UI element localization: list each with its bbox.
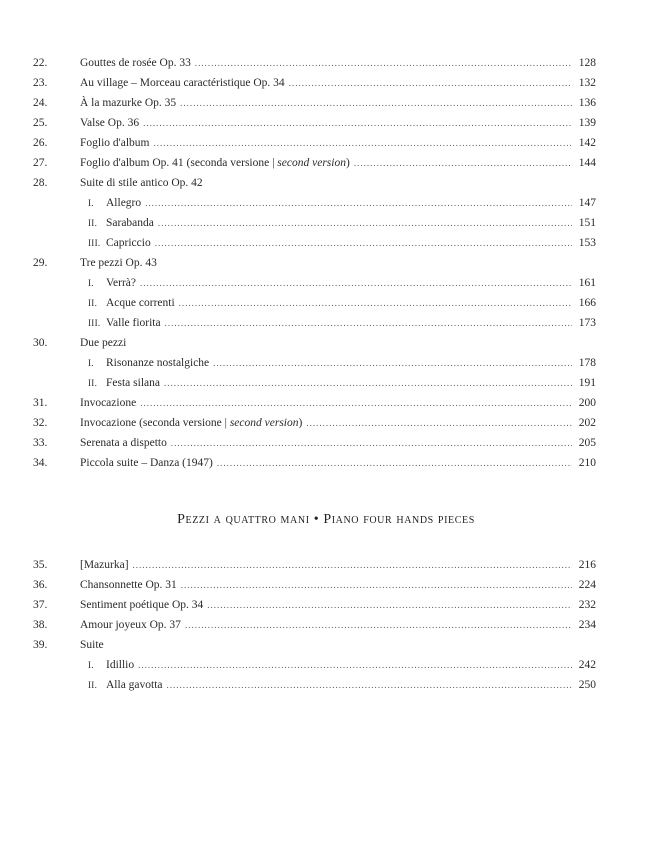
entry-title-text: Sarabanda <box>106 217 154 229</box>
toc-entry[interactable] <box>33 555 596 575</box>
entry-title-text: Festa silana <box>106 377 160 389</box>
entry-title-end: ) <box>298 417 303 429</box>
entry-title-text: Alla gavotta <box>106 679 163 691</box>
toc-entry[interactable] <box>33 373 596 393</box>
toc-entry[interactable] <box>33 173 596 193</box>
entry-title-text: Chansonnette Op. 31 <box>80 579 177 591</box>
page-number: 166 <box>578 297 596 309</box>
entry-number: 39. <box>33 639 48 651</box>
page-number: 205 <box>578 437 596 449</box>
movement-numeral: II. <box>88 298 98 308</box>
dot-leader <box>155 233 572 253</box>
dot-leader <box>289 73 572 93</box>
entry-number: 29. <box>33 257 48 269</box>
toc-entry[interactable] <box>33 433 596 453</box>
movement-numeral: II. <box>88 378 98 388</box>
entry-title-text: Valse Op. 36 <box>80 117 140 129</box>
entry-title <box>106 213 154 233</box>
entry-title-italic: second version <box>229 417 299 429</box>
page-number: 144 <box>578 157 596 169</box>
toc-entry[interactable] <box>33 253 596 273</box>
page-number: 191 <box>578 377 596 389</box>
dot-leader <box>185 615 572 635</box>
entry-number: 25. <box>33 117 48 129</box>
entry-title <box>80 93 176 113</box>
entry-number: 35. <box>33 559 48 571</box>
movement-numeral: I. <box>88 278 94 288</box>
entry-title <box>80 413 302 433</box>
toc-entry[interactable] <box>33 53 596 73</box>
page-number: 128 <box>578 57 596 69</box>
toc-entry[interactable] <box>33 635 596 655</box>
entry-title <box>80 635 104 655</box>
entry-title <box>106 675 163 695</box>
toc-entry[interactable] <box>33 453 596 473</box>
dot-leader <box>181 575 572 595</box>
page-number: 178 <box>578 357 596 369</box>
entry-title-end: ) <box>345 157 350 169</box>
dot-leader <box>165 313 572 333</box>
toc-entry[interactable] <box>33 575 596 595</box>
entry-title <box>106 233 151 253</box>
dot-leader <box>138 655 572 675</box>
entry-title <box>80 333 126 353</box>
entry-number: 37. <box>33 599 48 611</box>
entry-title-text: Foglio d'album <box>80 137 150 149</box>
entry-number: 38. <box>33 619 48 631</box>
entry-number: 27. <box>33 157 48 169</box>
entry-number: 36. <box>33 579 48 591</box>
entry-number: 23. <box>33 77 48 89</box>
entry-title <box>80 453 213 473</box>
dot-leader <box>133 555 572 575</box>
entry-title-text: Idillio <box>106 659 135 671</box>
entry-number: 24. <box>33 97 48 109</box>
dot-leader <box>207 595 572 615</box>
toc-entry[interactable] <box>33 193 596 213</box>
page-number: 250 <box>578 679 596 691</box>
dot-leader <box>153 133 572 153</box>
dot-leader <box>213 353 572 373</box>
movement-numeral: III. <box>88 318 101 328</box>
page-number: 147 <box>578 197 596 209</box>
entry-title-text: Valle fiorita <box>106 317 161 329</box>
entry-title-text: Amour joyeux Op. 37 <box>80 619 181 631</box>
entry-title <box>106 353 209 373</box>
entry-title <box>80 73 285 93</box>
page-number: 242 <box>578 659 596 671</box>
entry-title-text: Piccola suite – Danza (1947) <box>80 457 213 469</box>
toc-entry[interactable] <box>33 133 596 153</box>
entry-number: 32. <box>33 417 48 429</box>
page-number: 132 <box>578 77 596 89</box>
entry-title <box>106 193 141 213</box>
entry-title <box>80 615 181 635</box>
toc-list-solo <box>33 53 596 473</box>
movement-numeral: I. <box>88 358 94 368</box>
entry-title-text: Capriccio <box>106 237 151 249</box>
entry-title <box>80 575 177 595</box>
entry-number: 26. <box>33 137 48 149</box>
toc-entry[interactable] <box>33 655 596 675</box>
movement-numeral: I. <box>88 198 94 208</box>
entry-title-text: À la mazurke Op. 35 <box>80 97 177 109</box>
dot-leader <box>171 433 572 453</box>
toc-entry[interactable] <box>33 293 596 313</box>
entry-title <box>106 293 175 313</box>
entry-title-text: Invocazione <box>80 397 137 409</box>
toc-entry[interactable] <box>33 213 596 233</box>
entry-title <box>80 253 157 273</box>
toc-entry[interactable] <box>33 615 596 635</box>
toc-list-four-hands <box>33 555 596 695</box>
entry-title-text: Gouttes de rosée Op. 33 <box>80 57 191 69</box>
toc-entry[interactable] <box>33 595 596 615</box>
entry-title-text: Risonanze nostalgiche <box>106 357 210 369</box>
entry-title <box>80 595 203 615</box>
dot-leader <box>145 193 572 213</box>
toc-entry[interactable] <box>33 73 596 93</box>
dot-leader <box>164 373 572 393</box>
entry-title-text: Due pezzi <box>80 337 127 349</box>
entry-number: 28. <box>33 177 48 189</box>
dot-leader <box>179 293 572 313</box>
dot-leader <box>217 453 572 473</box>
entry-title <box>80 393 136 413</box>
page-number: 153 <box>578 237 596 249</box>
toc-entry[interactable] <box>33 675 596 695</box>
toc-entry[interactable] <box>33 113 596 133</box>
toc-entry[interactable] <box>33 233 596 253</box>
page-number: 136 <box>578 97 596 109</box>
movement-numeral: II. <box>88 218 98 228</box>
toc-entry[interactable] <box>33 313 596 333</box>
page-number: 234 <box>578 619 596 631</box>
entry-title <box>106 313 161 333</box>
entry-title-text: Verrà? <box>106 277 137 289</box>
section-heading: Pezzi a quattro mani • Piano four hands pieces <box>177 512 475 527</box>
page-number: 161 <box>578 277 596 289</box>
entry-title <box>80 555 129 575</box>
entry-title-text: Sentiment poétique Op. 34 <box>80 599 204 611</box>
entry-title <box>80 53 191 73</box>
entry-title <box>106 655 134 675</box>
toc-entry[interactable] <box>33 93 596 113</box>
entry-number: 22. <box>33 57 48 69</box>
entry-title <box>106 273 136 293</box>
page-number: 202 <box>578 417 596 429</box>
entry-title <box>80 133 149 153</box>
entry-title-text: Foglio d'album Op. 41 (seconda versione | <box>80 157 278 169</box>
entry-title-text: Au village – Morceau caractéristique Op. 34 <box>80 77 285 89</box>
toc-entry[interactable] <box>33 393 596 413</box>
page-number: 151 <box>578 217 596 229</box>
toc-entry[interactable] <box>33 353 596 373</box>
dot-leader <box>306 413 572 433</box>
dot-leader <box>195 53 572 73</box>
entry-number: 33. <box>33 437 48 449</box>
dot-leader <box>140 273 572 293</box>
entry-title-text: Invocazione (seconda versione | <box>80 417 230 429</box>
entry-title-text: Tre pezzi Op. 43 <box>80 257 157 269</box>
entry-title <box>80 153 350 173</box>
page-number: 232 <box>578 599 596 611</box>
dot-leader <box>354 153 572 173</box>
movement-numeral: I. <box>88 660 94 670</box>
dot-leader <box>143 113 572 133</box>
entry-title-text: Suite <box>80 639 104 651</box>
toc-entry[interactable] <box>33 333 596 353</box>
page-number: 200 <box>578 397 596 409</box>
dot-leader <box>140 393 572 413</box>
entry-number: 30. <box>33 337 48 349</box>
page-number: 173 <box>578 317 596 329</box>
entry-title-text: [Mazurka] <box>80 559 129 571</box>
entry-title-italic: second version <box>277 157 346 169</box>
page-number: 139 <box>578 117 596 129</box>
dot-leader <box>167 675 572 695</box>
entry-title-text: Allegro <box>106 197 142 209</box>
entry-title <box>106 373 160 393</box>
page-number: 224 <box>578 579 596 591</box>
dot-leader <box>180 93 572 113</box>
entry-title <box>80 433 167 453</box>
entry-number: 34. <box>33 457 48 469</box>
toc-entry[interactable] <box>33 273 596 293</box>
page-number: 216 <box>578 559 596 571</box>
entry-title-text: Serenata a dispetto <box>80 437 167 449</box>
entry-number: 31. <box>33 397 48 409</box>
entry-title-text: Suite di stile antico Op. 42 <box>80 177 203 189</box>
entry-title-text: Acque correnti <box>106 297 175 309</box>
dot-leader <box>158 213 572 233</box>
movement-numeral: III. <box>88 238 101 248</box>
movement-numeral: II. <box>88 680 98 690</box>
page-number: 210 <box>578 457 596 469</box>
toc-entry[interactable] <box>33 153 596 173</box>
entry-title <box>80 173 203 193</box>
entry-title <box>80 113 139 133</box>
page-number: 142 <box>578 137 596 149</box>
toc-entry[interactable] <box>33 413 596 433</box>
